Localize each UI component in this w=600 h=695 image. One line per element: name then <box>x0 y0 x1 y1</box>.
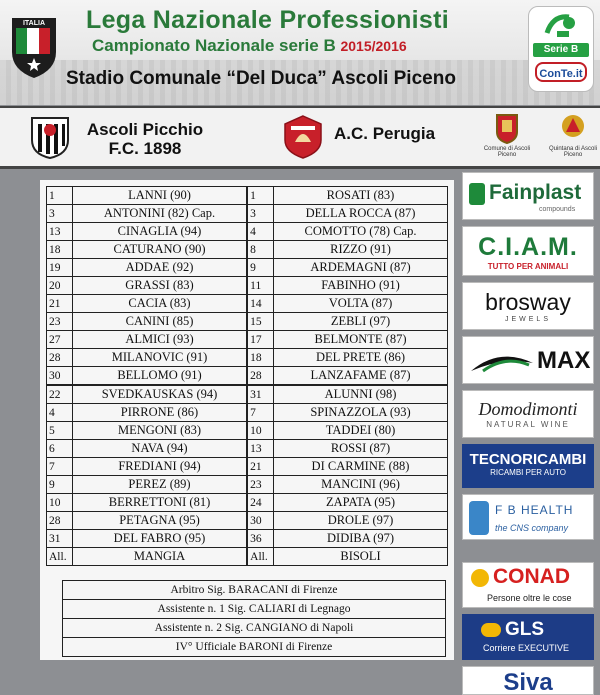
away-player: ZEBLI (97) <box>274 313 448 331</box>
away-player: COMOTTO (78) Cap. <box>274 223 448 241</box>
lineup-table <box>46 186 448 566</box>
away-number: 17 <box>248 331 274 349</box>
lineup-row <box>47 367 448 386</box>
tecnoricambi-label: TECNORICAMBI <box>469 451 587 468</box>
lineup-row <box>47 277 448 295</box>
away-number: 15 <box>248 313 274 331</box>
svg-text:ITALIA: ITALIA <box>22 20 46 27</box>
official-text: IV° Ufficiale BARONI di Firenze <box>63 638 446 657</box>
home-player: ADDAE (92) <box>72 259 246 277</box>
away-number: 18 <box>248 349 274 367</box>
home-number: 3 <box>47 205 73 223</box>
lineup-row <box>47 313 448 331</box>
home-number: 18 <box>47 241 73 259</box>
home-player: CINAGLIA (94) <box>72 223 246 241</box>
championship-name: Campionato Nazionale serie B <box>92 36 336 55</box>
away-number: 36 <box>248 530 274 548</box>
home-number: 13 <box>47 223 73 241</box>
away-player: BELMONTE (87) <box>274 331 448 349</box>
away-player: RIZZO (91) <box>274 241 448 259</box>
home-player: MENGONI (83) <box>72 422 246 440</box>
away-number: 24 <box>248 494 274 512</box>
lineup-row <box>47 331 448 349</box>
home-number: 7 <box>47 458 73 476</box>
sponsor-ciam <box>462 226 594 276</box>
home-number: 30 <box>47 367 73 386</box>
lineup-row <box>47 404 448 422</box>
home-player: ANTONINI (82) Cap. <box>72 205 246 223</box>
away-player: ROSATI (83) <box>274 187 448 205</box>
away-number: 7 <box>248 404 274 422</box>
away-number: 21 <box>248 458 274 476</box>
home-number: 9 <box>47 476 73 494</box>
official-text: Assistente n. 2 Sig. CANGIANO di Napoli <box>63 619 446 638</box>
comune-label: Comune di Ascoli Piceno <box>483 146 531 158</box>
official-row <box>63 600 446 619</box>
home-player: BELLOMO (91) <box>72 367 246 386</box>
domodimonti-sub: NATURAL WINE <box>486 420 570 429</box>
home-number: 10 <box>47 494 73 512</box>
lineup-row <box>47 349 448 367</box>
header-banner <box>0 0 600 105</box>
lineup-row <box>47 476 448 494</box>
serie-b-logo <box>528 6 594 92</box>
lineup-row <box>47 458 448 476</box>
conte-sponsor-label: ConTe.it <box>535 62 587 82</box>
home-number: 27 <box>47 331 73 349</box>
ascoli-crest-icon <box>28 114 72 160</box>
official-row <box>63 638 446 657</box>
lega-italia-logo <box>8 8 60 80</box>
away-player: TADDEI (80) <box>274 422 448 440</box>
league-subtitle <box>92 36 407 56</box>
comune-crest-icon <box>494 112 520 144</box>
away-player: BISOLI <box>274 548 448 566</box>
home-player: PEREZ (89) <box>72 476 246 494</box>
away-number: 8 <box>248 241 274 259</box>
lineup-row <box>47 530 448 548</box>
home-number: 21 <box>47 295 73 313</box>
sponsor-gls <box>462 614 594 660</box>
home-player: SVEDKAUSKAS (94) <box>72 385 246 404</box>
perugia-crest-icon <box>283 114 323 160</box>
teams-bar <box>0 106 600 169</box>
quintana-knight-icon <box>558 112 588 144</box>
away-number: 9 <box>248 259 274 277</box>
fbhealth-sub: the CNS company <box>495 523 569 533</box>
away-number: All. <box>248 548 274 566</box>
home-number: All. <box>47 548 73 566</box>
fbhealth-label: F B HEALTH <box>495 503 574 517</box>
home-player: FREDIANI (94) <box>72 458 246 476</box>
sponsor-siva <box>462 666 594 695</box>
lineup-row <box>47 223 448 241</box>
away-number: 10 <box>248 422 274 440</box>
serie-b-ball-icon <box>543 11 579 41</box>
comune-ascoli-logo <box>474 112 540 162</box>
sponsor-fainplast <box>462 172 594 220</box>
conad-label: CONAD <box>493 565 570 588</box>
home-player: ALMICI (93) <box>72 331 246 349</box>
lineup-row <box>47 187 448 205</box>
conad-sub: Persone oltre le cose <box>487 593 572 603</box>
sponsor-brosway <box>462 282 594 330</box>
away-number: 28 <box>248 367 274 386</box>
lineup-row <box>47 241 448 259</box>
away-player: DEL PRETE (86) <box>274 349 448 367</box>
away-player: SPINAZZOLA (93) <box>274 404 448 422</box>
away-number: 13 <box>248 440 274 458</box>
away-player: MANCINI (96) <box>274 476 448 494</box>
home-team-line2: F.C. 1898 <box>108 139 182 158</box>
home-player: BERRETTONI (81) <box>72 494 246 512</box>
away-number: 31 <box>248 385 274 404</box>
quintana-logo <box>548 112 598 162</box>
league-title: Lega Nazionale Professionisti <box>86 6 449 34</box>
tecnoricambi-sub: RICAMBI PER AUTO <box>490 468 566 477</box>
gls-sub: Corriere EXECUTIVE <box>483 643 570 653</box>
official-row <box>63 619 446 638</box>
lineup-row <box>47 295 448 313</box>
siva-label: Siva <box>503 669 553 695</box>
gls-icon <box>481 623 501 637</box>
lineup-row <box>47 548 448 566</box>
home-player: DEL FABRO (95) <box>72 530 246 548</box>
home-player: GRASSI (83) <box>72 277 246 295</box>
max-label: MAX <box>537 347 591 374</box>
fbhealth-icon <box>469 501 489 535</box>
lineup-row <box>47 385 448 404</box>
home-team-line1: Ascoli Picchio <box>86 120 204 139</box>
away-player: LANZAFAME (87) <box>274 367 448 386</box>
gls-label: GLS <box>505 619 545 640</box>
season-label: 2015/2016 <box>340 38 407 54</box>
away-number: 4 <box>248 223 274 241</box>
home-player: CACIA (83) <box>72 295 246 313</box>
away-player: ARDEMAGNI (87) <box>274 259 448 277</box>
home-number: 23 <box>47 313 73 331</box>
home-number: 4 <box>47 404 73 422</box>
fainplast-label: Fainplast <box>489 181 582 204</box>
away-player: ALUNNI (98) <box>274 385 448 404</box>
home-player: MANGIA <box>72 548 246 566</box>
home-number: 22 <box>47 385 73 404</box>
max-swoosh-icon <box>469 351 535 373</box>
away-player: ROSSI (87) <box>274 440 448 458</box>
lineup-row <box>47 494 448 512</box>
sponsor-fbhealth <box>462 494 594 540</box>
lineup-row <box>47 422 448 440</box>
home-number: 28 <box>47 512 73 530</box>
ciam-label: C.I.A.M. <box>478 233 578 261</box>
home-number: 5 <box>47 422 73 440</box>
away-number: 14 <box>248 295 274 313</box>
fainplast-sub: compounds <box>539 206 576 213</box>
stadium-name: Stadio Comunale “Del Duca” Ascoli Piceno <box>66 68 456 89</box>
away-number: 3 <box>248 205 274 223</box>
sponsor-tecnoricambi <box>462 444 594 488</box>
away-player: DROLE (97) <box>274 512 448 530</box>
lineup-row <box>47 440 448 458</box>
lineup-row <box>47 205 448 223</box>
officials-table <box>62 580 446 657</box>
fainplast-icon <box>469 183 485 205</box>
brosway-label: brosway <box>485 289 571 315</box>
away-player: DI CARMINE (88) <box>274 458 448 476</box>
away-number: 11 <box>248 277 274 295</box>
conad-flower-icon <box>471 569 489 587</box>
lineup-row <box>47 259 448 277</box>
official-row <box>63 581 446 600</box>
brosway-sub: JEWELS <box>504 316 551 323</box>
sponsor-max <box>462 336 594 384</box>
away-number: 30 <box>248 512 274 530</box>
away-player: FABINHO (91) <box>274 277 448 295</box>
away-player: DIDIBA (97) <box>274 530 448 548</box>
home-number: 20 <box>47 277 73 295</box>
quintana-label: Quintana di Ascoli Piceno <box>548 146 598 158</box>
sponsor-conad <box>462 562 594 608</box>
serie-b-label: Serie B <box>533 43 589 57</box>
home-player: PIRRONE (86) <box>72 404 246 422</box>
official-text: Assistente n. 1 Sig. CALIARI di Legnago <box>63 600 446 619</box>
home-player: LANNI (90) <box>72 187 246 205</box>
away-player: DELLA ROCCA (87) <box>274 205 448 223</box>
domodimonti-label: Domodimonti <box>478 399 578 419</box>
away-player: VOLTA (87) <box>274 295 448 313</box>
sponsor-domodimonti <box>462 390 594 438</box>
away-team-name: A.C. Perugia <box>334 124 436 143</box>
home-player: MILANOVIC (91) <box>72 349 246 367</box>
ciam-sub: TUTTO PER ANIMALI <box>487 262 569 271</box>
home-number: 6 <box>47 440 73 458</box>
away-number: 23 <box>248 476 274 494</box>
lineup-row <box>47 512 448 530</box>
home-player: PETAGNA (95) <box>72 512 246 530</box>
home-player: NAVA (94) <box>72 440 246 458</box>
home-number: 31 <box>47 530 73 548</box>
away-player: ZAPATA (95) <box>274 494 448 512</box>
home-number: 19 <box>47 259 73 277</box>
home-number: 28 <box>47 349 73 367</box>
home-number: 1 <box>47 187 73 205</box>
away-number: 1 <box>248 187 274 205</box>
home-player: CATURANO (90) <box>72 241 246 259</box>
official-text: Arbitro Sig. BARACANI di Firenze <box>63 581 446 600</box>
home-team-name <box>80 120 210 158</box>
home-player: CANINI (85) <box>72 313 246 331</box>
